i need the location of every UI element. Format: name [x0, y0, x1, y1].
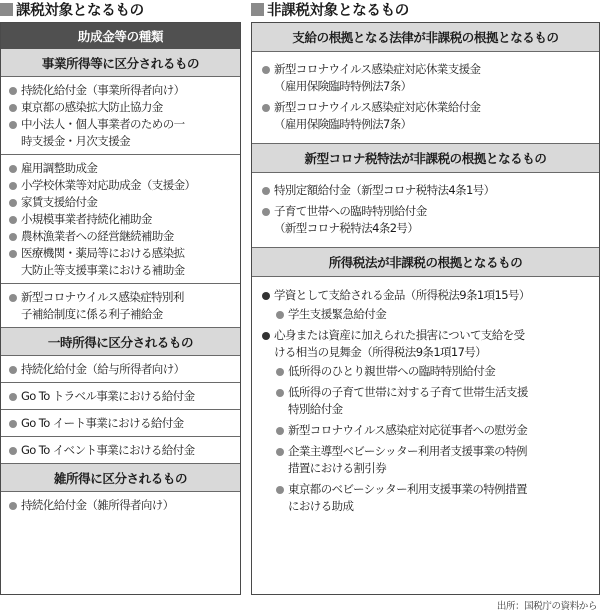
list-item: 心身または資産に加えられた損害について支給を受 ける相当の見舞金（所得税法9条1項17号）	[262, 327, 595, 361]
list-item: 持続化給付金（給与所得者向け）	[9, 361, 236, 378]
misc-income-group	[1, 492, 240, 518]
bullet-icon	[262, 187, 270, 195]
bullet-icon	[9, 233, 17, 241]
grant-types-header: 助成金等の種類	[1, 23, 240, 49]
non-taxable-title	[251, 0, 409, 18]
list-item: 農林漁業者への経営継続補助金	[9, 228, 236, 245]
source-note: 出所：国税庁の資料から	[496, 601, 597, 612]
list-item: 新型コロナウイルス感染症対応従事者への慰労金	[262, 422, 595, 439]
bullet-icon	[9, 366, 17, 374]
square-bullet-icon	[0, 3, 13, 16]
bullet-icon	[9, 447, 17, 455]
list-item: 子育て世帯への臨時特別給付金 （新型コロナ税特法4条2号）	[262, 203, 595, 237]
list-item: 新型コロナウイルス感染症特別利 子補給制度に係る利子補給金	[9, 289, 236, 323]
list-item: 家賃支援給付金	[9, 194, 236, 211]
business-income-group	[1, 284, 240, 328]
taxable-panel	[0, 22, 241, 595]
bullet-icon	[262, 208, 270, 216]
list-item: Go To イベント事業における給付金	[9, 442, 236, 459]
temporary-income-header: 一時所得に区分されるもの	[1, 328, 240, 356]
bullet-icon	[9, 250, 17, 258]
list-item: 持続化給付金（事業所得者向け）	[9, 82, 236, 99]
temporary-income-group	[1, 437, 240, 464]
bullet-icon	[262, 104, 270, 112]
bullet-icon	[9, 104, 17, 112]
list-item: 企業主導型ベビーシッター利用者支援事業の特例 措置における割引券	[262, 443, 595, 477]
list-item: 中小法人・個人事業者のための一 時支援金・月次支援金	[9, 116, 236, 150]
temporary-income-group	[1, 410, 240, 437]
list-item: 低所得の子育て世帯に対する子育て世帯生活支援 特別給付金	[262, 384, 595, 418]
list-item: 新型コロナウイルス感染症対応休業支援金 （雇用保険臨時特例法7条）	[262, 61, 595, 95]
bullet-icon	[9, 182, 17, 190]
non-taxable-title-text: 非課税対象となるもの	[267, 2, 409, 19]
misc-income-header: 雑所得に区分されるもの	[1, 464, 240, 492]
temporary-income-group	[1, 383, 240, 410]
business-income-group	[1, 155, 240, 284]
list-item: 低所得のひとり親世帯への臨時特別給付金	[262, 363, 595, 380]
business-income-group	[1, 77, 240, 155]
bullet-icon	[9, 216, 17, 224]
bullet-icon	[9, 294, 17, 302]
bullet-icon	[9, 121, 17, 129]
list-item: 持続化給付金（雑所得者向け）	[9, 497, 236, 514]
list-item: 新型コロナウイルス感染症対応休業給付金 （雇用保険臨時特例法7条）	[262, 99, 595, 133]
list-item: 小規模事業者持続化補助金	[9, 211, 236, 228]
bullet-icon	[9, 199, 17, 207]
list-item: 東京都のベビーシッター利用支援事業の特例措置 における助成	[262, 481, 595, 515]
taxable-title-text: 課税対象となるもの	[16, 2, 144, 19]
list-item: 雇用調整助成金	[9, 160, 236, 177]
income-tax-law-header: 所得税法が非課税の根拠となるもの	[252, 248, 599, 277]
temporary-income-group	[1, 356, 240, 383]
bullet-icon	[9, 393, 17, 401]
bullet-icon	[9, 420, 17, 428]
list-item: 学資として支給される金品（所得税法9条1項15号）	[262, 287, 595, 304]
list-item: 医療機関・薬局等における感染拡 大防止等支援事業における補助金	[9, 245, 236, 279]
payment-law-group	[252, 52, 599, 144]
non-taxable-panel	[251, 22, 600, 595]
bullet-icon	[276, 389, 284, 397]
bullet-icon	[262, 66, 270, 74]
bullet-icon	[276, 427, 284, 435]
bullet-icon	[9, 87, 17, 95]
bullet-icon	[9, 502, 17, 510]
list-item: 小学校休業等対応助成金（支援金）	[9, 177, 236, 194]
list-item: 東京都の感染拡大防止協力金	[9, 99, 236, 116]
list-item: 学生支援緊急給付金	[262, 306, 595, 323]
bullet-icon	[276, 311, 284, 319]
bullet-icon	[276, 448, 284, 456]
bullet-icon	[276, 486, 284, 494]
payment-law-header: 支給の根拠となる法律が非課税の根拠となるもの	[252, 23, 599, 52]
bullet-icon	[9, 165, 17, 173]
covid-tax-law-group	[252, 173, 599, 248]
list-item: Go To トラベル事業における給付金	[9, 388, 236, 405]
bullet-icon	[262, 332, 270, 340]
taxable-title	[0, 0, 144, 18]
income-tax-law-group	[252, 277, 599, 525]
bullet-icon	[276, 368, 284, 376]
square-bullet-icon	[251, 3, 264, 16]
list-item: Go To イート事業における給付金	[9, 415, 236, 432]
bullet-icon	[262, 292, 270, 300]
list-item: 特別定額給付金（新型コロナ税特法4条1号）	[262, 182, 595, 199]
covid-tax-law-header: 新型コロナ税特法が非課税の根拠となるもの	[252, 144, 599, 173]
business-income-header: 事業所得等に区分されるもの	[1, 49, 240, 77]
